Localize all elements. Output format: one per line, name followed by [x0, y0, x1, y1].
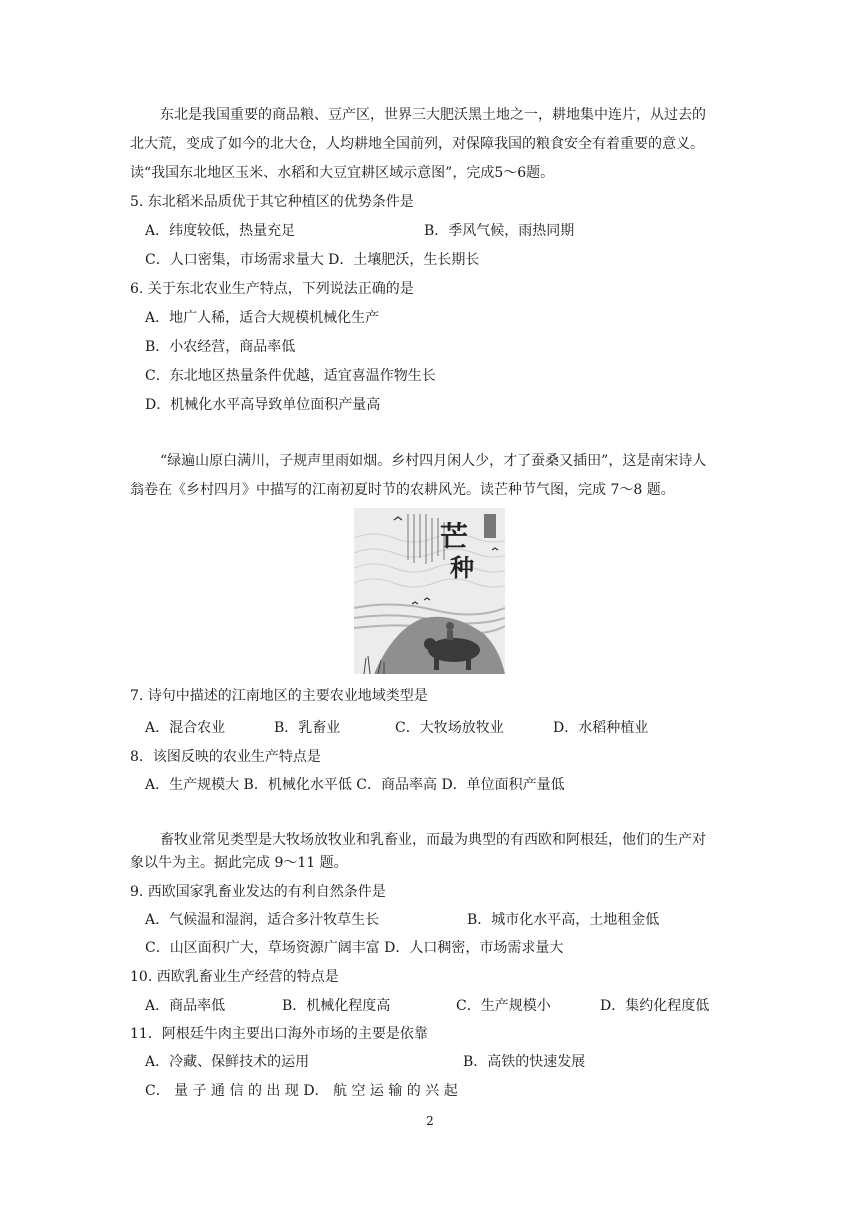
question-7-option-c: C．大牧场放牧业	[395, 720, 504, 736]
question-10-stem: 10. 西欧乳畜业生产经营的特点是	[130, 969, 339, 985]
question-11-option-a: A．冷藏、保鲜技术的运用	[145, 1054, 310, 1070]
question-6-stem: 6. 关于东北农业生产特点，下列说法正确的是	[130, 281, 414, 297]
question-7-option-b: B．乳畜业	[274, 720, 341, 736]
question-7-option-d: D．水稻种植业	[553, 720, 649, 736]
mangzhong-illustration	[354, 508, 505, 674]
question-9-options-cd: C．山区面积广大，草场资源广阔丰富 D．人口稠密，市场需求量大	[145, 940, 564, 956]
question-6-option-c: C．东北地区热量条件优越，适宜喜温作物生长	[145, 368, 436, 384]
question-11-stem: 11．阿根廷牛肉主要出口海外市场的主要是依靠	[130, 1026, 428, 1042]
passage2-line1: “绿遍山原白满川，子规声里雨如烟。乡村四月闲人少，才了蚕桑又插田”，这是南宋诗人	[160, 453, 707, 469]
question-7-stem: 7. 诗句中描述的江南地区的主要农业地域类型是	[130, 688, 428, 704]
question-6-option-d: D．机械化水平高导致单位面积产量高	[145, 397, 381, 413]
question-5-option-b: B．季风气候，雨热同期	[424, 223, 575, 239]
passage1-line3: 读“我国东北地区玉米、水稻和大豆宜耕区域示意图”，完成5～6题。	[130, 165, 555, 181]
question-10-option-b: B．机械化程度高	[282, 998, 391, 1014]
question-5-options-cd: C．人口密集，市场需求量大 D．土壤肥沃，生长期长	[145, 252, 480, 268]
question-11-option-b: B．高铁的快速发展	[463, 1054, 586, 1070]
question-8-stem: 8．该图反映的农业生产特点是	[130, 749, 321, 765]
question-10-option-c: C．生产规模小	[456, 998, 551, 1014]
passage3-line1: 畜牧业常见类型是大牧场放牧业和乳畜业，而最为典型的有西欧和阿根廷，他们的生产对	[160, 832, 706, 848]
question-10-option-a: A．商品率低	[145, 998, 226, 1014]
question-7-option-a: A．混合农业	[145, 720, 226, 736]
question-10-option-d: D．集约化程度低	[600, 998, 710, 1014]
question-9-stem: 9. 西欧国家乳畜业发达的有利自然条件是	[130, 884, 386, 900]
passage1-line1: 东北是我国重要的商品粮、豆产区，世界三大肥沃黑土地之一，耕地集中连片，从过去的	[160, 107, 706, 123]
question-9-option-a: A．气候温和湿润，适合多汁牧草生长	[145, 912, 380, 928]
question-6-option-a: A．地广人稀，适合大规模机械化生产	[145, 310, 380, 326]
page-number: 2	[426, 1114, 434, 1128]
figure-title-char-1: 芒	[439, 520, 469, 553]
passage1-line2: 北大荒，变成了如今的北大仓，人均耕地全国前列，对保障我国的粮食安全有着重要的意义。	[130, 136, 704, 152]
figure-title-char-2: 种	[450, 553, 474, 582]
question-5-stem: 5. 东北稻米品质优于其它种植区的优势条件是	[130, 194, 414, 210]
question-11-options-cd: C． 量 子 通 信 的 出 现 D． 航 空 运 输 的 兴 起	[145, 1083, 458, 1099]
question-9-option-b: B．城市化水平高，土地租金低	[467, 912, 660, 928]
passage3-line2: 象以牛为主。据此完成 9～11 题。	[130, 855, 348, 871]
question-8-options: A．生产规模大 B．机械化水平低 C．商品率高 D．单位面积产量低	[145, 777, 565, 793]
question-6-option-b: B．小农经营，商品率低	[145, 339, 296, 355]
question-5-option-a: A．纬度较低，热量充足	[145, 223, 296, 239]
passage2-line2: 翁卷在《乡村四月》中描写的江南初夏时节的农耕风光。读芒种节气图，完成 7～8 题。	[130, 482, 675, 498]
